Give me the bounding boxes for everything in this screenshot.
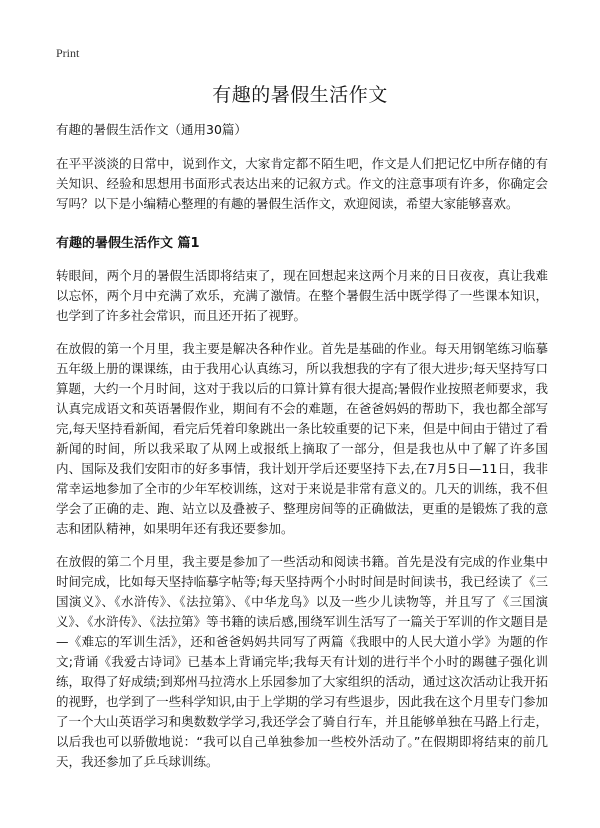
section-heading: 有趣的暑假生活作文 篇1 — [56, 236, 200, 251]
paragraph-2: 在放假的第一个月里，我主要是解决各种作业。首先是基础的作业。每天用钢笔练习临摹五年级上册的课课练，由于我用心认真练习，所以我想我的字有了很大进步;每天坚持写口算题，大约一个月时间，这对于我以后的口算计算有很大提高;暑假作业按照老师要求，我认真完成语文和英语暑假作业，期间有不会的难题，在爸爸妈妈的帮助下，我也都全部写完,每天坚持看新闻，看完后凭着印象跳出一条比较重要的记下来，但是中间由于错过了看新闻的时间，所以我采取了从网上或报纸上摘取了一部分，但是我也从中了解了许多国内、国际及我们安阳市的好多事情，我计划开学后还要坚持下去,在7月5日—11日，我非常幸运地参加了全市的少年军校训练，这对于来说是非常有意义的。几天的训练，我不但学会了正确的走、跑、站立以及叠被子、整理房间等的正确做法，更重的是锻炼了我的意志和团队精神，如果明年还有我还要参加。 — [56, 341, 548, 536]
article-subtitle: 有趣的暑假生活作文（通用30篇） — [56, 122, 247, 137]
print-link[interactable]: Print — [56, 46, 80, 60]
article-body — [56, 120, 548, 785]
page-title: 有趣的暑假生活作文 — [212, 84, 388, 106]
paragraph-1: 转眼间，两个月的暑假生活即将结束了，现在回想起来这两个月来的日日夜夜，真让我难以忘怀，两个月中充满了欢乐，充满了激情。在整个暑假生活中既学得了一些课本知识，也学到了许多社会常识，而且还开拓了视野。 — [56, 268, 548, 323]
intro-paragraph: 在平平淡淡的日常中，说到作文，大家肯定都不陌生吧，作文是人们把记忆中所存储的有关知识、经验和思想用书面形式表达出来的记叙方式。作文的注意事项有许多，你确定会写吗？以下是小编精心整理的有趣的暑假生活作文，欢迎阅读，希望大家能够喜欢。 — [56, 156, 548, 211]
paragraph-3: 在放假的第二个月里，我主要是参加了一些活动和阅读书籍。首先是没有完成的作业集中时间完成，比如每天坚持临摹字帖等;每天坚持两个小时时间是时间读书，我已经读了《三国演义》、《水浒传》、《法拉第》、《中华龙鸟》以及一些少儿读物等，并且写了《三国演义》、《水浒传》、《法拉第》等书籍的读后感,围绕军训生活写了一篇关于军训的作文题目是—《难忘的军训生活》，还和爸爸妈妈共同写了两篇《我眼中的人民大道小学》为题的作文;背诵《我爱古诗词》已基本上背诵完毕;我每天有计划的进行半个小时的踢毽子强化训练，取得了好成绩;到郑州马拉湾水上乐园参加了大家组织的活动，通过这次活动让我开拓的视野，也学到了一些科学知识,由于上学期的学习有些退步，因此我在这个月里专门参加了一个大山英语学习和奥数数学学习,我还学会了骑自行车，并且能够单独在马路上行走，以后我也可以骄傲地说：“我可以自己单独参加一些校外活动了。”在假期即将结束的前几天，我还参加了乒乓球训练。 — [56, 554, 548, 769]
